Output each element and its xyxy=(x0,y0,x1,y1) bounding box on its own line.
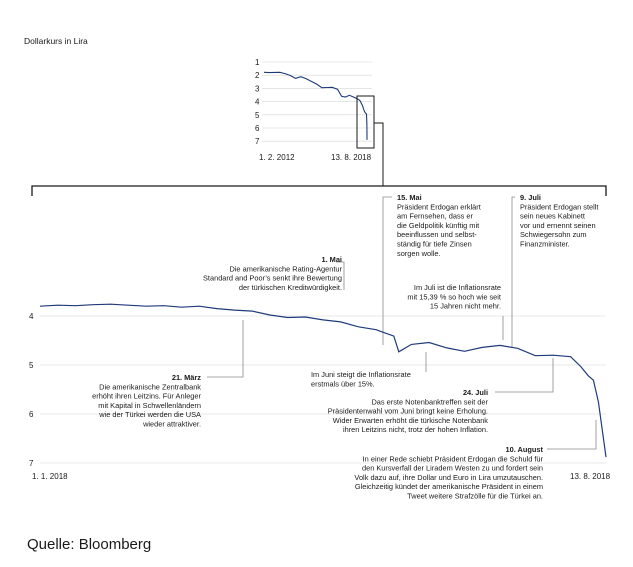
annotation-text: erstmals über 15%. xyxy=(311,379,375,389)
annotation-date: 10. August xyxy=(505,445,543,454)
annotation-text: Volk dazu auf, ihre Dollar und Euro in Lira umzutauschen. xyxy=(354,472,543,482)
overview-y-tick-label: 4 xyxy=(255,97,260,107)
annotation-text: Die amerikanische Rating-Agentur xyxy=(229,264,342,274)
annotation-text: Präsidentenwahl vom Juni bringt keine Erholung. xyxy=(327,406,488,416)
annotation-text: mit 15,39 % so hoch wie seit xyxy=(407,292,501,302)
annotation-leader xyxy=(383,197,392,345)
annotation-text: am Fernsehen, dass er xyxy=(397,211,473,221)
overview-grid xyxy=(262,62,372,141)
detail-y-tick-label: 6 xyxy=(29,410,34,419)
annotation-text: der türkischen Kreditwürdigkeit. xyxy=(238,282,342,292)
annotation-date: 21. März xyxy=(171,373,201,382)
overview-y-tick-label: 7 xyxy=(255,137,260,147)
detail-y-tick-label: 4 xyxy=(29,312,34,321)
annotation-text: Standard and Poor’s senkt ihre Bewertung xyxy=(202,273,342,283)
chart-title: Dollarkurs in Lira xyxy=(24,36,88,46)
annotation-date: 1. Mai xyxy=(321,255,342,264)
annotation-text: sein neues Kabinett xyxy=(520,211,585,221)
annotation-text: Im Juli ist die Inflationsrate xyxy=(413,283,501,292)
annotation-text: den Kursverfall der Liradem Westen zu und fordert sein xyxy=(361,463,543,473)
annotations xyxy=(92,193,598,501)
annotation-text: Finanzminister. xyxy=(520,239,570,249)
annotation-text: Gleichzeitig kündet der amerikanische Präsident in einem xyxy=(354,482,543,492)
detail-y-axis xyxy=(29,312,34,468)
annotation-leader xyxy=(495,358,553,392)
annotation-leader xyxy=(547,420,596,449)
detail-x-start-label: 1. 1. 2018 xyxy=(32,472,68,481)
annotation-text: wieder attraktiver. xyxy=(143,419,201,429)
annotation-date: 24. Juli xyxy=(462,388,488,397)
zoom-connector-line xyxy=(374,123,383,186)
overview-x-start-label: 1. 2. 2012 xyxy=(259,153,295,162)
annotation-text: wie der Türkei werden die USA xyxy=(99,410,201,420)
annotation-text: ihren Leitzins nicht, trotz der hohen Inflation. xyxy=(342,425,488,435)
overview-series-line xyxy=(264,72,367,140)
annotation-text: Tweet weitere Strafzölle für die Türkei an. xyxy=(407,491,543,501)
annotation-text: In einer Rede schiebt Präsident Erdogan die Schuld für xyxy=(362,454,543,464)
annotation-text: 15 Jahren nicht mehr. xyxy=(429,301,501,311)
annotation-leader xyxy=(512,197,515,348)
overview-y-tick-label: 5 xyxy=(255,110,260,120)
annotation-text: Die amerikanische Zentralbank xyxy=(99,382,201,392)
annotation-date: 9. Juli xyxy=(520,193,541,202)
annotation-text: die Geldpolitik künftig mit xyxy=(397,220,480,230)
annotation-text: ständig für tiefe Zinsen xyxy=(397,239,472,249)
annotation-text: mit Kapital in Schwellenländern xyxy=(98,400,201,410)
annotation-text: Schwiegersohn zum xyxy=(520,230,587,240)
annotation-text: Das erste Notenbanktreffen seit der xyxy=(371,397,488,407)
annotation-text: Wider Erwarten erhöht die türkische Notenbank xyxy=(332,415,488,425)
source-label: Quelle: Bloomberg xyxy=(27,536,152,553)
annotation-text: Präsident Erdogan erklärt xyxy=(397,202,481,212)
overview-y-tick-label: 3 xyxy=(255,84,260,94)
annotation-text: vor und ernennt seinen xyxy=(520,220,596,230)
detail-x-end-label: 13. 8. 2018 xyxy=(570,472,611,481)
overview-y-tick-label: 1 xyxy=(255,58,260,67)
annotation-text: Im Juni steigt die Inflationsrate xyxy=(311,370,411,379)
annotation-text: beeinflussen und selbst- xyxy=(397,230,477,240)
annotation-text: erhöht ihren Leitzins. Für Anleger xyxy=(92,391,201,401)
detail-y-tick-label: 7 xyxy=(29,459,34,468)
overview-y-tick-label: 6 xyxy=(255,124,260,133)
annotation-date: 15. Mai xyxy=(397,193,422,202)
annotation-text: Präsident Erdogan stellt xyxy=(520,202,599,212)
overview-y-axis xyxy=(255,58,260,146)
annotation-leader xyxy=(207,320,243,377)
overview-x-end-label: 13. 8. 2018 xyxy=(331,153,372,162)
zoom-highlight-box xyxy=(357,96,374,148)
detail-y-tick-label: 5 xyxy=(29,361,34,370)
overview-chart xyxy=(255,58,383,186)
overview-y-tick-label: 2 xyxy=(255,71,260,81)
annotation-text: sorgen wolle. xyxy=(397,248,441,258)
